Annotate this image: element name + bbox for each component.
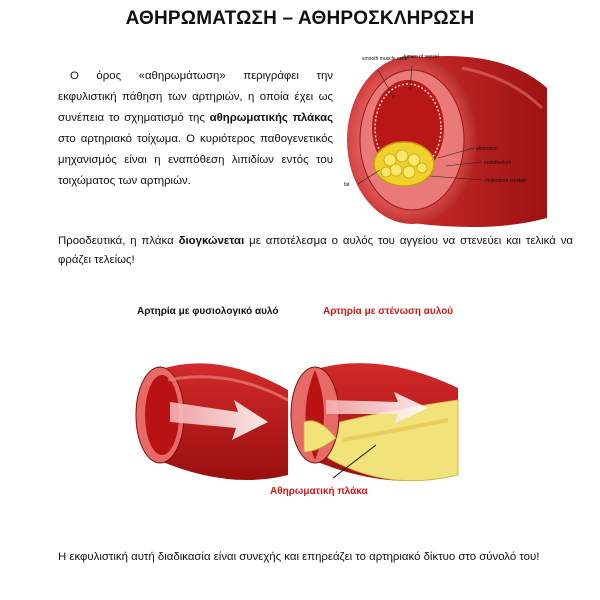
label-fat: fat (344, 182, 350, 188)
page-title: ΑΘΗΡΩΜΑΤΩΣΗ – ΑΘΗΡΟΣΚΛΗΡΩΣΗ (125, 8, 475, 29)
artery-comparison-figure (128, 340, 478, 500)
normal-artery (136, 363, 288, 480)
intro-text-1: Ο όρος «αθηρωμάτωση» περιγράφει την εκφυλιστική πάθηση των αρτηριών, η οποία έχει ως συνέπεια το σχηματισμό της (58, 70, 333, 124)
label-cholesterol: cholesterol crystals (484, 178, 527, 184)
caption-plaque: Αθηρωματική πλάκα (270, 486, 368, 497)
intro-paragraph (58, 66, 333, 192)
caption-stenosis-artery: Αρτηρία με στένωση αυλού (323, 306, 454, 317)
label-lumen: lumen of vessel (404, 54, 439, 60)
para2-text-1: Προοδευτικά, η πλάκα (58, 235, 179, 247)
closing-sentence: Η εκφυλιστική αυτή διαδικασία είναι συνεχής και επηρεάζει το αρτηριακό δίκτυο στο σύνολό του! (58, 551, 540, 563)
label-ulceration: ulceration (476, 146, 498, 152)
para2-text-2: με αποτέλεσμα ο αυλός του αγγείου να στενεύει και τελικά να φράζει τελείως! (58, 235, 574, 266)
intro-text-2: στο αρτηριακό τοίχωμα. Ο κυριότερος παθογενετικός μηχανισμός είναι η εναπόθεση λιπιδίων εντός του τοιχώματος των αρτηριών. (58, 133, 333, 187)
label-smooth-muscle: smooth muscle cells (362, 56, 408, 62)
progression-paragraph (58, 232, 573, 270)
caption-normal-artery: Αρτηρία με φυσιολογικό αυλό (137, 306, 279, 317)
narrowed-artery (291, 363, 458, 481)
intro-bold: αθηρωματικής πλάκας (209, 112, 333, 124)
para2-bold: διογκώνεται (178, 235, 245, 247)
label-endothelium: endothelium (484, 160, 512, 166)
artery-cross-section-figure (342, 48, 552, 228)
